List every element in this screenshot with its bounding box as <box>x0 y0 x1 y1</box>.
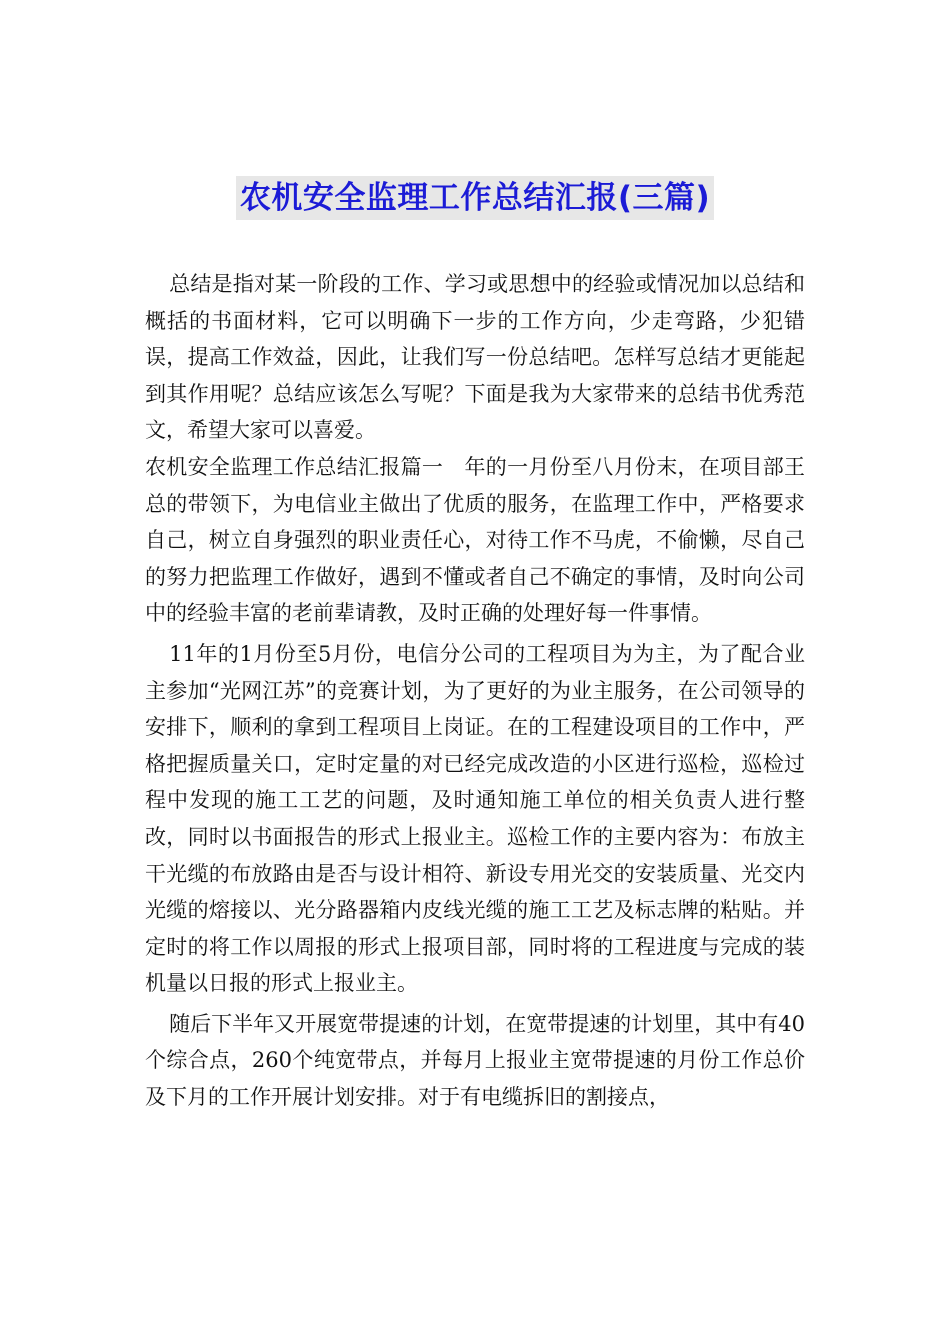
paragraph-first-half-year: 11年的1月份至5月份，电信分公司的工程项目为为主，为了配合业主参加“光网江苏”的竞赛计划，为了更好的为业主服务，在公司领导的安排下，顺利的拿到工程项目上岗证。在的工程建设项目的工作中，严格把握质量关口，定时定量的对已经完成改造的小区进行巡检，巡检过程中发现的施工工艺的问题，及时通知施工单位的相关负责人进行整改，同时以书面报告的形式上报业主。巡检工作的主要内容为：布放主干光缆的布放路由是否与设计相符、新设专用光交的安装质量、光交内光缆的熔接以、光分路器箱内皮线光缆的施工工艺及标志牌的粘贴。并定时的将工作以周报的形式上报项目部，同时将的工程进度与完成的装机量以日报的形式上报业主。 <box>145 641 805 996</box>
title-container <box>0 176 950 220</box>
document-body <box>145 266 805 1116</box>
paragraph-intro: 总结是指对某一阶段的工作、学习或思想中的经验或情况加以总结和概括的书面材料，它可以明确下一步的工作方向，少走弯路，少犯错误，提高工作效益，因此，让我们写一份总结吧。怎样写总结才更能起到其作用呢？总结应该怎么写呢？下面是我为大家带来的总结书优秀范文，希望大家可以喜爱。 <box>145 272 805 443</box>
paragraph-section-one: 农机安全监理工作总结汇报篇一 年的一月份至八月份末，在项目部王总的带领下，为电信业主做出了优质的服务，在监理工作中，严格要求自己，树立自身强烈的职业责任心，对待工作不马虎，不偷懒，尽自己的努力把监理工作做好，遇到不懂或者自己不确定的事情，及时向公司中的经验丰富的老前辈请教，及时正确的处理好每一件事情。 <box>145 454 805 626</box>
document-title: 农机安全监理工作总结汇报(三篇) <box>236 176 714 220</box>
paragraph-second-half-year: 随后下半年又开展宽带提速的计划，在宽带提速的计划里，其中有40个综合点，260个纯宽带点，并每月上报业主宽带提速的月份工作总价及下月的工作开展计划安排。对于有电缆拆旧的割接点， <box>145 1011 805 1110</box>
